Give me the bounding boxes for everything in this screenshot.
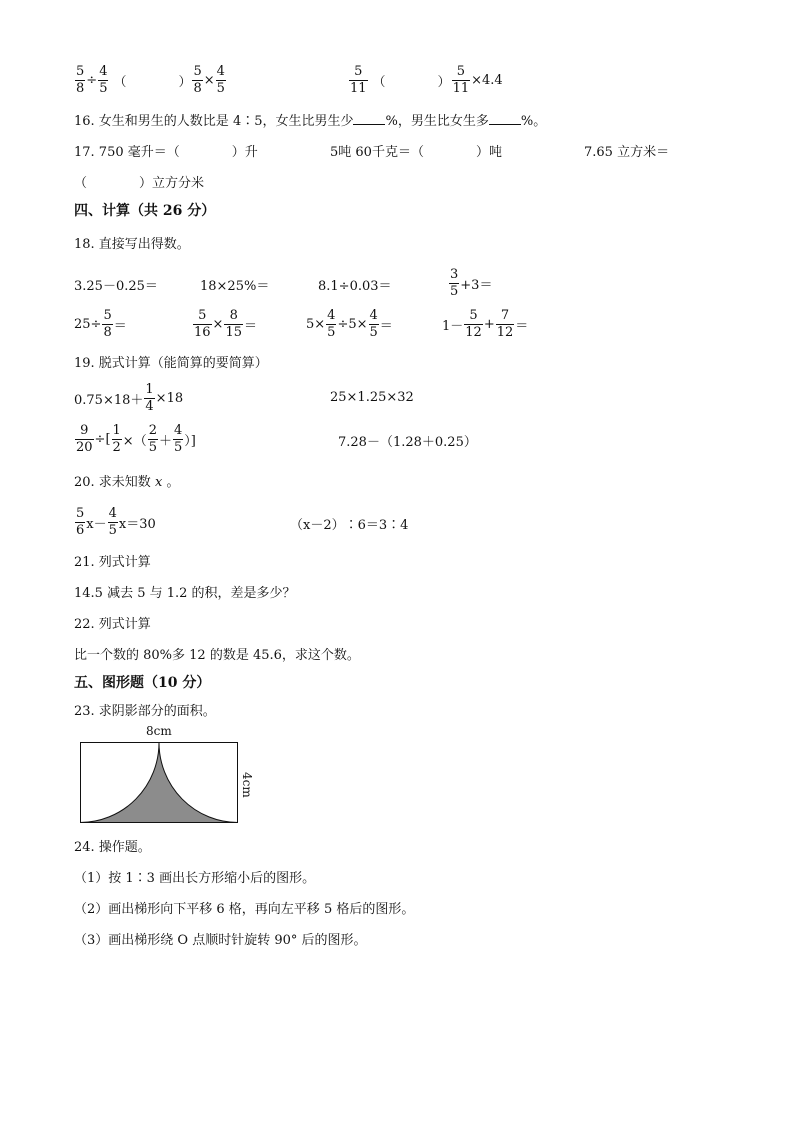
question-17-part2: 5吨 60千克＝（ ）吨	[330, 145, 502, 160]
fraction: $\frac{5}{8}$	[103, 307, 112, 340]
fraction: $\frac{1}{2}$	[112, 422, 121, 455]
fraction: $\frac{5}{12}$	[465, 307, 482, 340]
equation: （x－2）∶6＝3∶4	[290, 518, 409, 533]
fraction: $\frac{9}{20}$	[76, 422, 93, 455]
figure-height-label: 4cm	[240, 772, 254, 798]
expression: 25×1.25×32	[330, 390, 414, 405]
answer-blank[interactable]: （ ）	[113, 74, 192, 90]
question-23-title: 23. 求阴影部分的面积。	[74, 704, 216, 719]
answer-blank[interactable]: （ ）	[372, 74, 451, 90]
equation: $\frac{5}{6}$ x－ $\frac{4}{5}$ x＝30	[76, 505, 156, 538]
expression: 1－ $\frac{5}{12}$ + $\frac{7}{12}$ ＝	[442, 307, 529, 340]
question-text: %，男生比女生多	[385, 114, 489, 129]
fraction: $\frac{5}{8}$	[76, 63, 85, 96]
question-17-part3: 7.65 立方米＝	[584, 145, 670, 160]
question-24-step-1: （1）按 1∶3 画出长方形缩小后的图形。	[74, 871, 316, 886]
operator: ÷	[86, 72, 98, 88]
expression: $\frac{5}{16}$ × $\frac{8}{15}$ ＝	[194, 307, 258, 340]
variable: x	[154, 475, 163, 490]
expression: 18×25%＝	[200, 279, 270, 294]
question-17-part1: 17. 750 毫升＝（ ）升	[74, 145, 258, 160]
question-24-step-2: （2）画出梯形向下平移 6 格，再向左平移 5 格后的图形。	[74, 902, 415, 917]
fraction: $\frac{7}{12}$	[496, 307, 514, 340]
fraction: $\frac{1}{4}$	[145, 381, 154, 414]
shaded-area-figure	[80, 742, 240, 824]
question-21-text: 14.5 减去 5 与 1.2 的积，差是多少？	[74, 586, 296, 601]
question-20-title: 20. 求未知数 x 。	[74, 475, 180, 490]
expression: 0.75×18＋ $\frac{1}{4}$ ×18	[74, 381, 184, 414]
question-24-title: 24. 操作题。	[74, 840, 151, 855]
fraction: $\frac{2}{5}$	[148, 422, 157, 455]
fraction-compare-row	[74, 60, 227, 100]
fraction: $\frac{8}{15}$	[225, 307, 242, 340]
figure-width-label: 8cm	[146, 724, 172, 738]
question-22-text: 比一个数的 80%多 12 的数是 45.6，求这个数。	[74, 648, 360, 663]
answer-blank[interactable]	[353, 112, 385, 125]
fraction: $\frac{5}{6}$	[76, 505, 85, 538]
fraction: $\frac{4}{5}$	[108, 505, 117, 538]
fraction: $\frac{5}{11}$	[350, 63, 367, 96]
question-17-part4: （ ）立方分米	[74, 176, 205, 191]
fraction: $\frac{5}{11}$	[452, 63, 470, 96]
question-21-title: 21. 列式计算	[74, 555, 151, 570]
question-18-title: 18. 直接写出得数。	[74, 237, 190, 252]
section-5-title: 五、图形题（10 分）	[74, 675, 211, 691]
expression: 3.25－0.25＝	[74, 279, 158, 294]
fraction: $\frac{4}{5}$	[174, 422, 183, 455]
expression: 5× $\frac{4}{5}$ ÷5× $\frac{4}{5}$ ＝	[306, 307, 393, 340]
question-text: %。	[520, 114, 547, 129]
fraction: $\frac{4}{5}$	[216, 63, 225, 96]
fraction: $\frac{5}{8}$	[193, 63, 202, 96]
question-16	[74, 110, 546, 129]
question-22-title: 22. 列式计算	[74, 617, 151, 632]
question-19-title: 19. 脱式计算（能简算的要简算）	[74, 356, 268, 371]
fraction-compare-row-2	[348, 60, 503, 100]
answer-blank[interactable]	[489, 112, 521, 125]
fraction: $\frac{4}{5}$	[327, 307, 336, 340]
section-4-title: 四、计算（共 26 分）	[74, 203, 216, 219]
question-24-step-3: （3）画出梯形绕 O 点顺时针旋转 90° 后的图形。	[74, 933, 367, 948]
fraction: $\frac{4}{5}$	[99, 63, 108, 96]
expression: $\frac{9}{20}$ ÷[ $\frac{1}{2}$ ×（ $\frac{2}{5}$ ＋ $\frac{4}{5}$ ）]	[76, 422, 196, 455]
fraction: $\frac{5}{16}$	[194, 307, 211, 340]
expression: 25÷ $\frac{5}{8}$ ＝	[74, 307, 127, 340]
question-text: 16. 女生和男生的人数比是 4∶5，女生比男生少	[74, 114, 354, 129]
expression: 7.28－（1.28＋0.25）	[338, 435, 477, 450]
operator: ×	[203, 72, 215, 88]
fraction: $\frac{3}{5}$	[450, 266, 459, 299]
expression: 8.1÷0.03＝	[318, 279, 392, 294]
fraction: $\frac{4}{5}$	[369, 307, 378, 340]
operator-value: ×4.4	[471, 72, 503, 88]
expression: $\frac{3}{5}$ +3＝	[450, 266, 493, 299]
